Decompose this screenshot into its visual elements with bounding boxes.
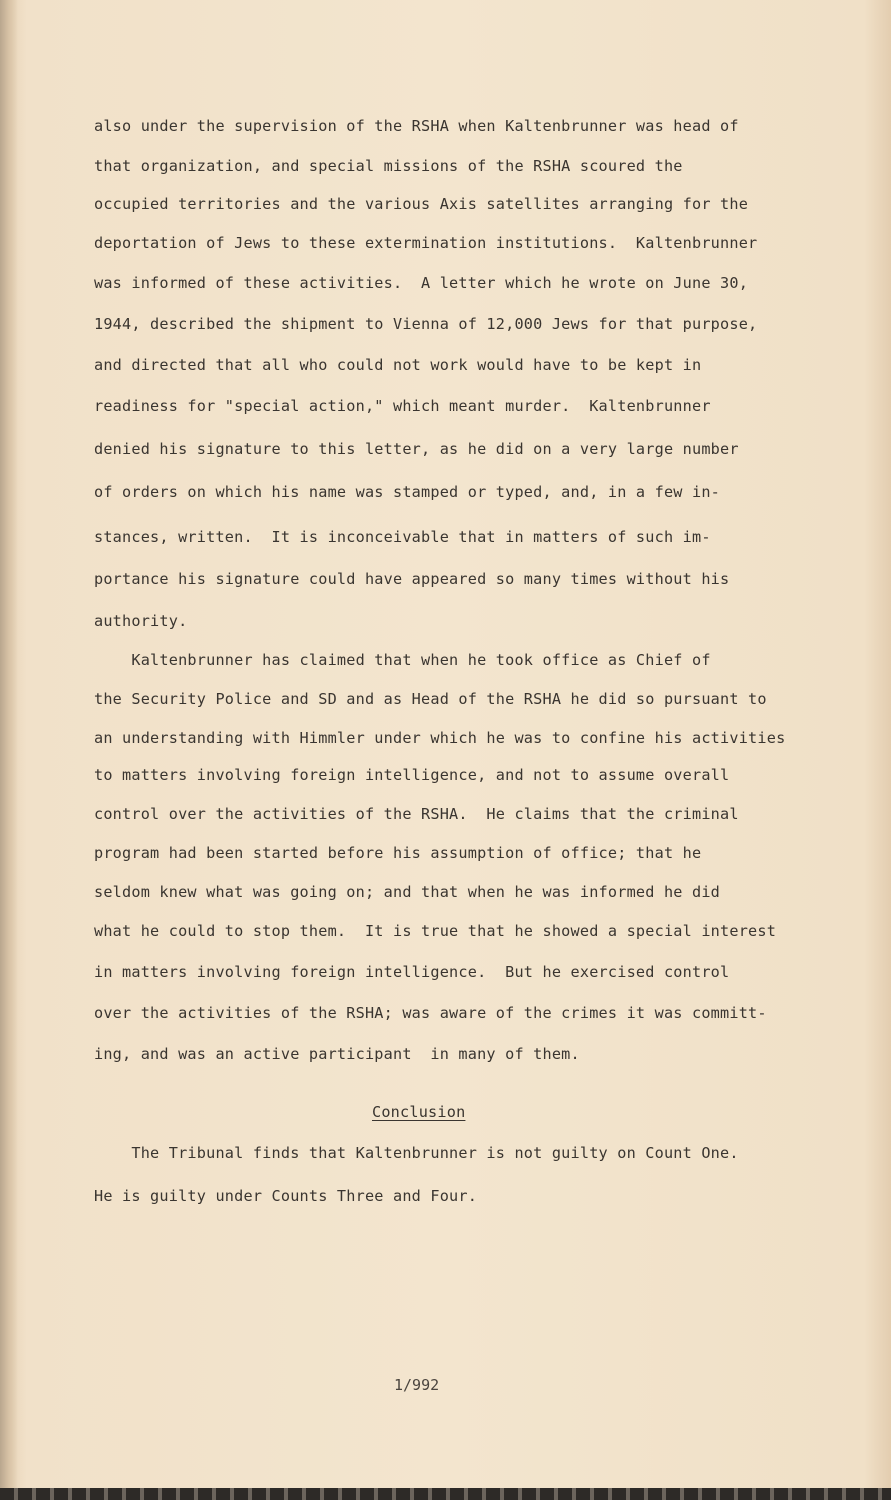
paragraph-2-line-11: ing, and was an active participant in many of them. xyxy=(94,1045,580,1063)
paragraph-1-line-8: readiness for "special action," which meant murder. Kaltenbrunner xyxy=(94,397,711,415)
paragraph-1-line-5: was informed of these activities. A letter which he wrote on June 30, xyxy=(94,274,749,292)
paragraph-2-line-8: what he could to stop them. It is true that he showed a special interest xyxy=(94,922,777,940)
conclusion-heading: Conclusion xyxy=(372,1103,466,1121)
paragraph-1-line-10: of orders on which his name was stamped or typed, and, in a few in- xyxy=(94,483,721,501)
paragraph-1-line-6: 1944, described the shipment to Vienna of 12,000 Jews for that purpose, xyxy=(94,315,758,333)
paragraph-2-line-9: in matters involving foreign intelligence. But he exercised control xyxy=(94,963,730,981)
paragraph-2-line-1: Kaltenbrunner has claimed that when he took office as Chief of xyxy=(94,651,711,669)
paragraph-2-line-3: an understanding with Himmler under which he was to confine his activities xyxy=(94,729,786,747)
paragraph-1-line-13: authority. xyxy=(94,612,188,630)
paragraph-1-line-12: portance his signature could have appeared so many times without his xyxy=(94,570,730,588)
paragraph-1-line-4: deportation of Jews to these extermination institutions. Kaltenbrunner xyxy=(94,234,758,252)
paragraph-2-line-4: to matters involving foreign intelligence, and not to assume overall xyxy=(94,766,730,784)
conclusion-line-2: He is guilty under Counts Three and Four. xyxy=(94,1187,478,1205)
paragraph-2-line-10: over the activities of the RSHA; was aware of the crimes it was committ- xyxy=(94,1004,767,1022)
paragraph-2-line-7: seldom knew what was going on; and that when he was informed he did xyxy=(94,883,721,901)
paragraph-1-line-9: denied his signature to this letter, as he did on a very large number xyxy=(94,440,739,458)
paragraph-1-line-7: and directed that all who could not work would have to be kept in xyxy=(94,356,702,374)
paragraph-2-line-6: program had been started before his assumption of office; that he xyxy=(94,844,702,862)
paragraph-1-line-3: occupied territories and the various Axis satellites arranging for the xyxy=(94,195,749,213)
page-left-edge xyxy=(0,0,18,1500)
scanner-bottom-edge xyxy=(0,1488,891,1500)
page-number: 1/992 xyxy=(394,1376,440,1394)
paragraph-2-line-5: control over the activities of the RSHA. He claims that the criminal xyxy=(94,805,739,823)
paragraph-1-line-2: that organization, and special missions of the RSHA scoured the xyxy=(94,157,683,175)
paragraph-2-line-2: the Security Police and SD and as Head of the RSHA he did so pursuant to xyxy=(94,690,767,708)
conclusion-line-1: The Tribunal finds that Kaltenbrunner is not guilty on Count One. xyxy=(94,1144,739,1162)
paragraph-1-line-11: stances, written. It is inconceivable that in matters of such im- xyxy=(94,528,711,546)
paragraph-1-line-1: also under the supervision of the RSHA when Kaltenbrunner was head of xyxy=(94,117,739,135)
